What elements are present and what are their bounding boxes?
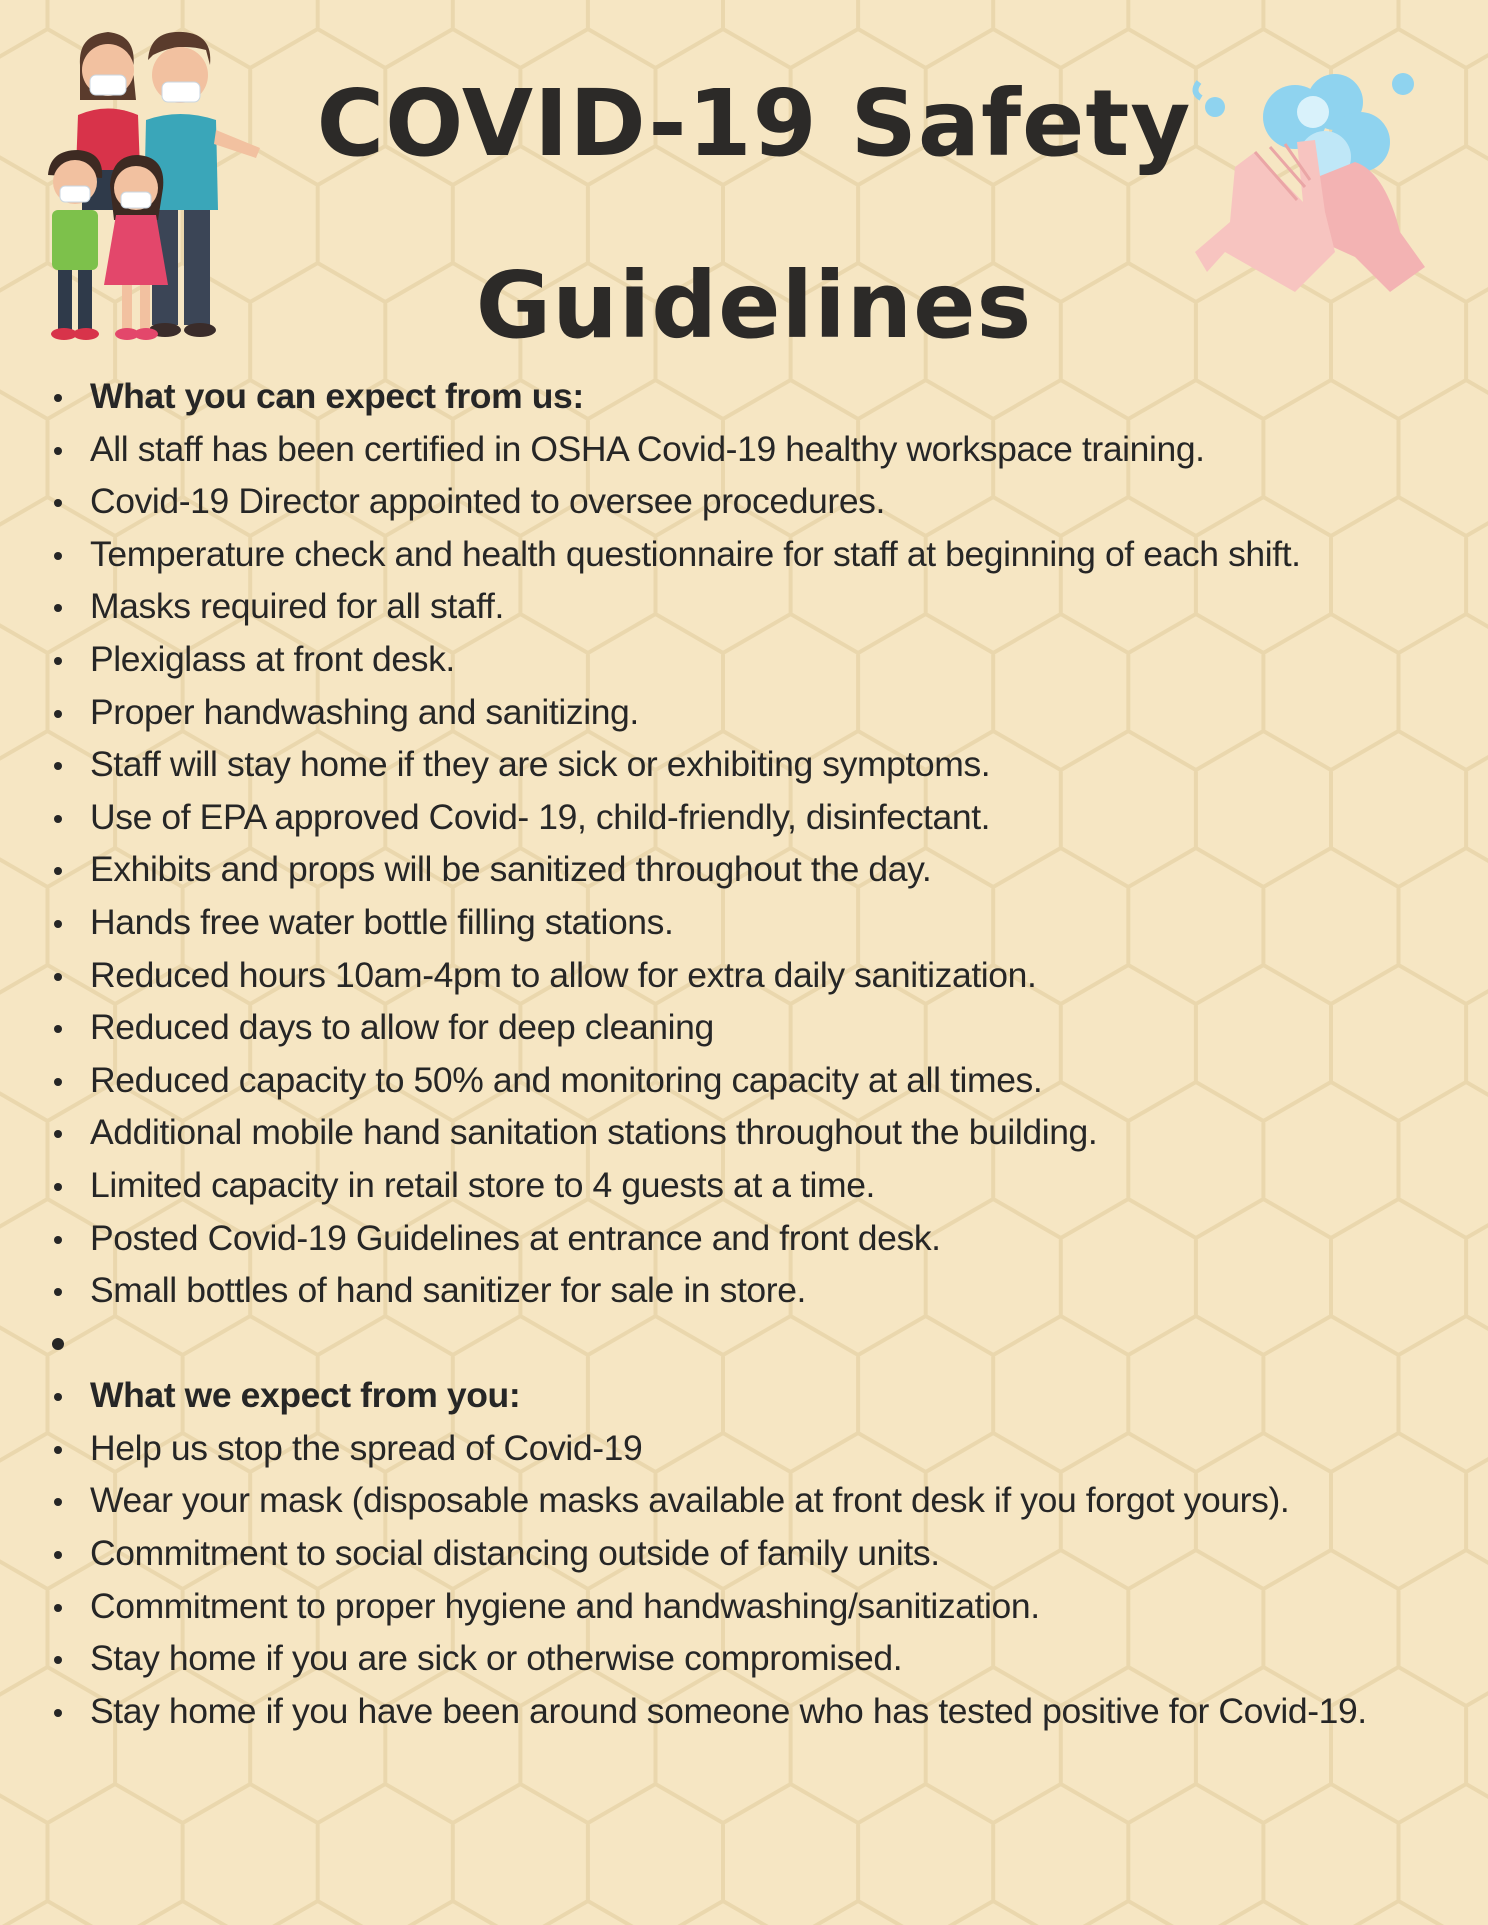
section-heading-you: What we expect from you:: [40, 1369, 1470, 1422]
list-item: Exhibits and props will be sanitized throughout the day.: [40, 843, 1470, 896]
list-item: Hands free water bottle filling stations.: [40, 896, 1470, 949]
list-item: Stay home if you have been around someone who has tested positive for Covid-19.: [40, 1685, 1470, 1738]
list-item: Covid-19 Director appointed to oversee procedures.: [40, 475, 1470, 528]
list-item: Proper handwashing and sanitizing.: [40, 686, 1470, 739]
section-heading-us: What you can expect from us:: [40, 370, 1470, 423]
list-item: Stay home if you are sick or otherwise compromised.: [40, 1632, 1470, 1685]
list-item: Additional mobile hand sanitation stations throughout the building.: [40, 1106, 1470, 1159]
list-item: Masks required for all staff.: [40, 580, 1470, 633]
family-with-masks-illustration: [28, 20, 278, 350]
list-item: Limited capacity in retail store to 4 guests at a time.: [40, 1159, 1470, 1212]
boy-figure: [48, 150, 102, 340]
list-item: Reduced days to allow for deep cleaning: [40, 1001, 1470, 1054]
guidelines-list: [40, 370, 1470, 1737]
empty-bullet: [40, 1317, 1470, 1370]
list-item: Commitment to proper hygiene and handwashing/sanitization.: [40, 1580, 1470, 1633]
list-item: Posted Covid-19 Guidelines at entrance and front desk.: [40, 1212, 1470, 1265]
hand-left: [1195, 140, 1335, 292]
list-item: Wear your mask (disposable masks available at front desk if you forgot yours).: [40, 1474, 1470, 1527]
list-item: Help us stop the spread of Covid-19: [40, 1422, 1470, 1475]
list-item: Staff will stay home if they are sick or exhibiting symptoms.: [40, 738, 1470, 791]
list-item: Temperature check and health questionnaire for staff at beginning of each shift.: [40, 528, 1470, 581]
list-item: Reduced hours 10am-4pm to allow for extra daily sanitization.: [40, 949, 1470, 1002]
list-item: Use of EPA approved Covid- 19, child-friendly, disinfectant.: [40, 791, 1470, 844]
list-item: Small bottles of hand sanitizer for sale in store.: [40, 1264, 1470, 1317]
page-title-line-1: COVID-19 Safety: [316, 70, 1192, 177]
list-item: All staff has been certified in OSHA Covid-19 healthy workspace training.: [40, 423, 1470, 476]
list-item: Commitment to social distancing outside of family units.: [40, 1527, 1470, 1580]
list-item: Plexiglass at front desk.: [40, 633, 1470, 686]
page-title-line-2: Guidelines: [475, 252, 1033, 359]
handwashing-icon: [1185, 62, 1445, 312]
list-item: Reduced capacity to 50% and monitoring capacity at all times.: [40, 1054, 1470, 1107]
